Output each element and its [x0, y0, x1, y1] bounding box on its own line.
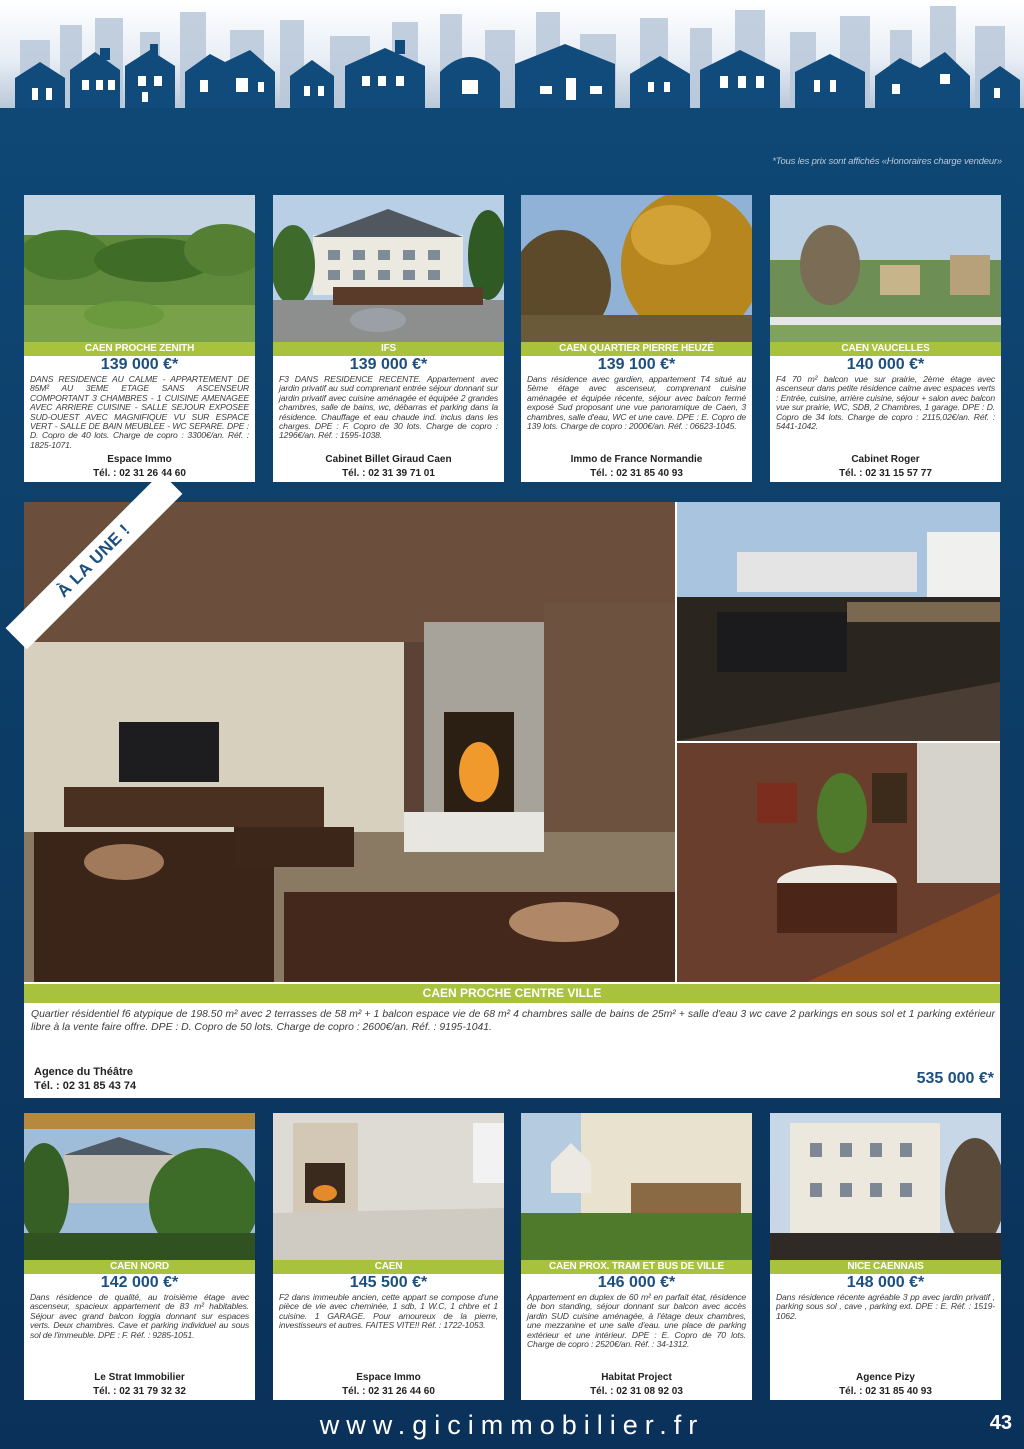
listing-price: 139 100 €* [597, 356, 676, 373]
listing-photo [521, 1113, 752, 1260]
listing-phone[interactable]: Tél. : 02 31 26 44 60 [342, 1386, 435, 1397]
listing-description: F4 70 m² balcon vue sur prairie, 2ème étage avec ascenseur dans petite résidence calme avec espaces verts : Entrée, cuisine, arrière cuisine, séjour + salon avec balcon vue sur prairie, WC, SDB, 2 Chambres, 1 garage. DPE : D. Copro de 34 lots. Charge de copro : 2115,02€/an. Réf. : 5441-1042. [776, 374, 995, 432]
featured-phone[interactable]: Tél. : 02 31 85 43 74 [34, 1080, 137, 1092]
listing-area: CAEN PROX. TRAM ET BUS DE VILLE [521, 1260, 752, 1274]
featured-agency[interactable]: Agence du Théâtre [34, 1066, 134, 1078]
listing-agency[interactable]: Espace Immo [356, 1372, 421, 1383]
listing-card[interactable] [770, 195, 1001, 482]
listing-description: F3 DANS RESIDENCE RECENTE. Appartement avec jardin privatif au sud comprenant entrée séjour donnant sur jardin privatif avec cuisine aménagée et équipée 2 grandes chambres, salle de bains, wc, débarras et parking dans la résidence. Chauffage et eau chaude ind. inclus dans les charges. DPE : F. Copro de 30 lots. Charge de copro : 1296€/an. Réf. : 1595-1038. [279, 374, 498, 441]
listing-agency[interactable]: Espace Immo [107, 454, 172, 465]
listing-price: 145 500 €* [349, 1274, 428, 1291]
price-disclaimer: *Tous les prix sont affichés «Honoraires charge vendeur» [772, 156, 1002, 167]
listing-card[interactable] [273, 1113, 504, 1400]
listing-agency[interactable]: Le Strat Immobilier [94, 1372, 185, 1383]
featured-badge: À LA UNE ! [6, 473, 183, 650]
listing-phone[interactable]: Tél. : 02 31 79 32 32 [93, 1386, 186, 1397]
listing-price: 139 000 €* [349, 356, 428, 373]
listing-phone[interactable]: Tél. : 02 31 26 44 60 [93, 468, 186, 479]
listing-price: 142 000 €* [100, 1274, 179, 1291]
header-skyline [0, 0, 1024, 108]
listing-description: F2 dans immeuble ancien, cette appart se compose d'une pièce de vie avec cheminée, 1 sdb, 1 W.C, 1 chbre et 1 cuisine. 1 GARAGE. Pour amoureux de la pierre, investisseurs et autres. FAITES VITE!! Réf. : 1722-1053. [279, 1292, 498, 1331]
listing-price: 140 000 €* [846, 356, 925, 373]
listing-card[interactable] [24, 195, 255, 482]
listing-price: 148 000 €* [846, 1274, 925, 1291]
listing-price: 146 000 €* [597, 1274, 676, 1291]
page-number: 43 [989, 1412, 1012, 1434]
city-skyline-illustration [0, 0, 1024, 108]
listing-area: CAEN NORD [24, 1260, 255, 1274]
listing-agency[interactable]: Habitat Project [601, 1372, 672, 1383]
featured-listing[interactable] [24, 502, 1000, 1098]
listing-card[interactable] [24, 1113, 255, 1400]
listing-photo [521, 195, 752, 342]
listing-price: 139 000 €* [100, 356, 179, 373]
listing-description: Appartement en duplex de 60 m² en parfait état, résidence de bon standing, séjour donnant sur balcon avec accès jardin SUD cuisine aménagée, à l'étage deux chambres, une mezzanine et une salle d'eau. une place de parking extérieur et une intérieur. DPE : E. Copro de 70 lots. Charge de copro : 2520€/an. Réf. : 34-1312. [527, 1292, 746, 1350]
listing-area: IFS [273, 342, 504, 356]
website-url[interactable]: www.gicimmobilier.fr [319, 1410, 705, 1440]
listing-phone[interactable]: Tél. : 02 31 39 71 01 [342, 468, 435, 479]
listing-agency[interactable]: Cabinet Roger [851, 454, 920, 465]
featured-photo-terrace [677, 502, 1000, 741]
listing-agency[interactable]: Agence Pizy [856, 1372, 915, 1383]
listing-phone[interactable]: Tél. : 02 31 15 57 77 [839, 468, 932, 479]
listing-area: NICE CAENNAIS [770, 1260, 1001, 1274]
listing-card[interactable] [770, 1113, 1001, 1400]
listing-phone[interactable]: Tél. : 02 31 85 40 93 [590, 468, 683, 479]
listing-area: CAEN PROCHE ZENITH [24, 342, 255, 356]
listing-description: Dans résidence avec gardien, appartement T4 situé au 5ème étage avec ascenseur, comprenant cuisine aménagée et équipée récente, séjour avec balcon fermé exposé Sud proposant une vue panoramique de Caen, 3 chambres, salle d'eau, WC et une cave. DPE : E. Copro de 139 lots. Charge de copro : 2000€/an. Réf. : 06623-1045. [527, 374, 746, 432]
listing-photo [24, 1113, 255, 1260]
listing-area: CAEN VAUCELLES [770, 342, 1001, 356]
listing-phone[interactable]: Tél. : 02 31 08 92 03 [590, 1386, 683, 1397]
listing-agency[interactable]: Cabinet Billet Giraud Caen [325, 454, 452, 465]
listing-description: DANS RESIDENCE AU CALME - APPARTEMENT DE 85M² AU 3EME ETAGE SANS ASCENSEUR COMPORTANT 3 CHAMBRES - 1 CUISINE AMENAGEE AVEC ARRIERE CUISINE - SALLE SEJOUR EXPOSEE SUD-OUEST AVEC MAGNIFIQUE VU SUR ESPACE VERT - SALLE DE BAIN MEUBLEE - WC SEPARE. DPE : D. Copro de 40 lots. Charge de copro : 3300€/an. Réf. : 1825-1071. [30, 374, 249, 450]
featured-price: 535 000 €* [916, 1070, 994, 1087]
listing-card[interactable] [521, 1113, 752, 1400]
listing-photo [273, 195, 504, 342]
featured-photo-bathroom [677, 743, 1000, 982]
featured-photo-living-room [24, 502, 675, 982]
listing-photo [770, 1113, 1001, 1260]
listing-description: Dans résidence de qualité, au troisième étage avec ascenseur, spacieux appartement de 83 m² habitables. Séjour avec grand balcon loggia donnant sur espaces verts. Deux chambres. Cave et parking individuel au sous sol de l'immeuble. DPE : F. Réf. : 9285-1051. [30, 1292, 249, 1340]
listing-photo [24, 195, 255, 342]
featured-area: CAEN PROCHE CENTRE VILLE [24, 984, 1000, 1003]
listing-card[interactable] [273, 195, 504, 482]
listing-card[interactable] [521, 195, 752, 482]
listing-area: CAEN QUARTIER PIERRE HEUZÉ [521, 342, 752, 356]
featured-description: Quartier résidentiel f6 atypique de 198.50 m² avec 2 terrasses de 58 m² + 1 balcon espace vie de 68 m² 4 chambres salle de bains de 25m² + salle d'eau 3 wc cave 2 parkings en sous sol et 1 parking extérieur libre à la vente faire offre. DPE : D. Copro de 50 lots. Charge de copro : 2600€/an. Réf. : 9195-1041. [31, 1009, 995, 1033]
listing-agency[interactable]: Immo de France Normandie [570, 454, 703, 465]
listing-area: CAEN [273, 1260, 504, 1274]
listing-photo [273, 1113, 504, 1260]
listing-description: Dans résidence récente agréable 3 pp avec jardin privatif , parking sous sol , cave , parking ext. DPE : E. Réf. : 1519-1062. [776, 1292, 995, 1321]
listing-phone[interactable]: Tél. : 02 31 85 40 93 [839, 1386, 932, 1397]
listing-photo [770, 195, 1001, 342]
